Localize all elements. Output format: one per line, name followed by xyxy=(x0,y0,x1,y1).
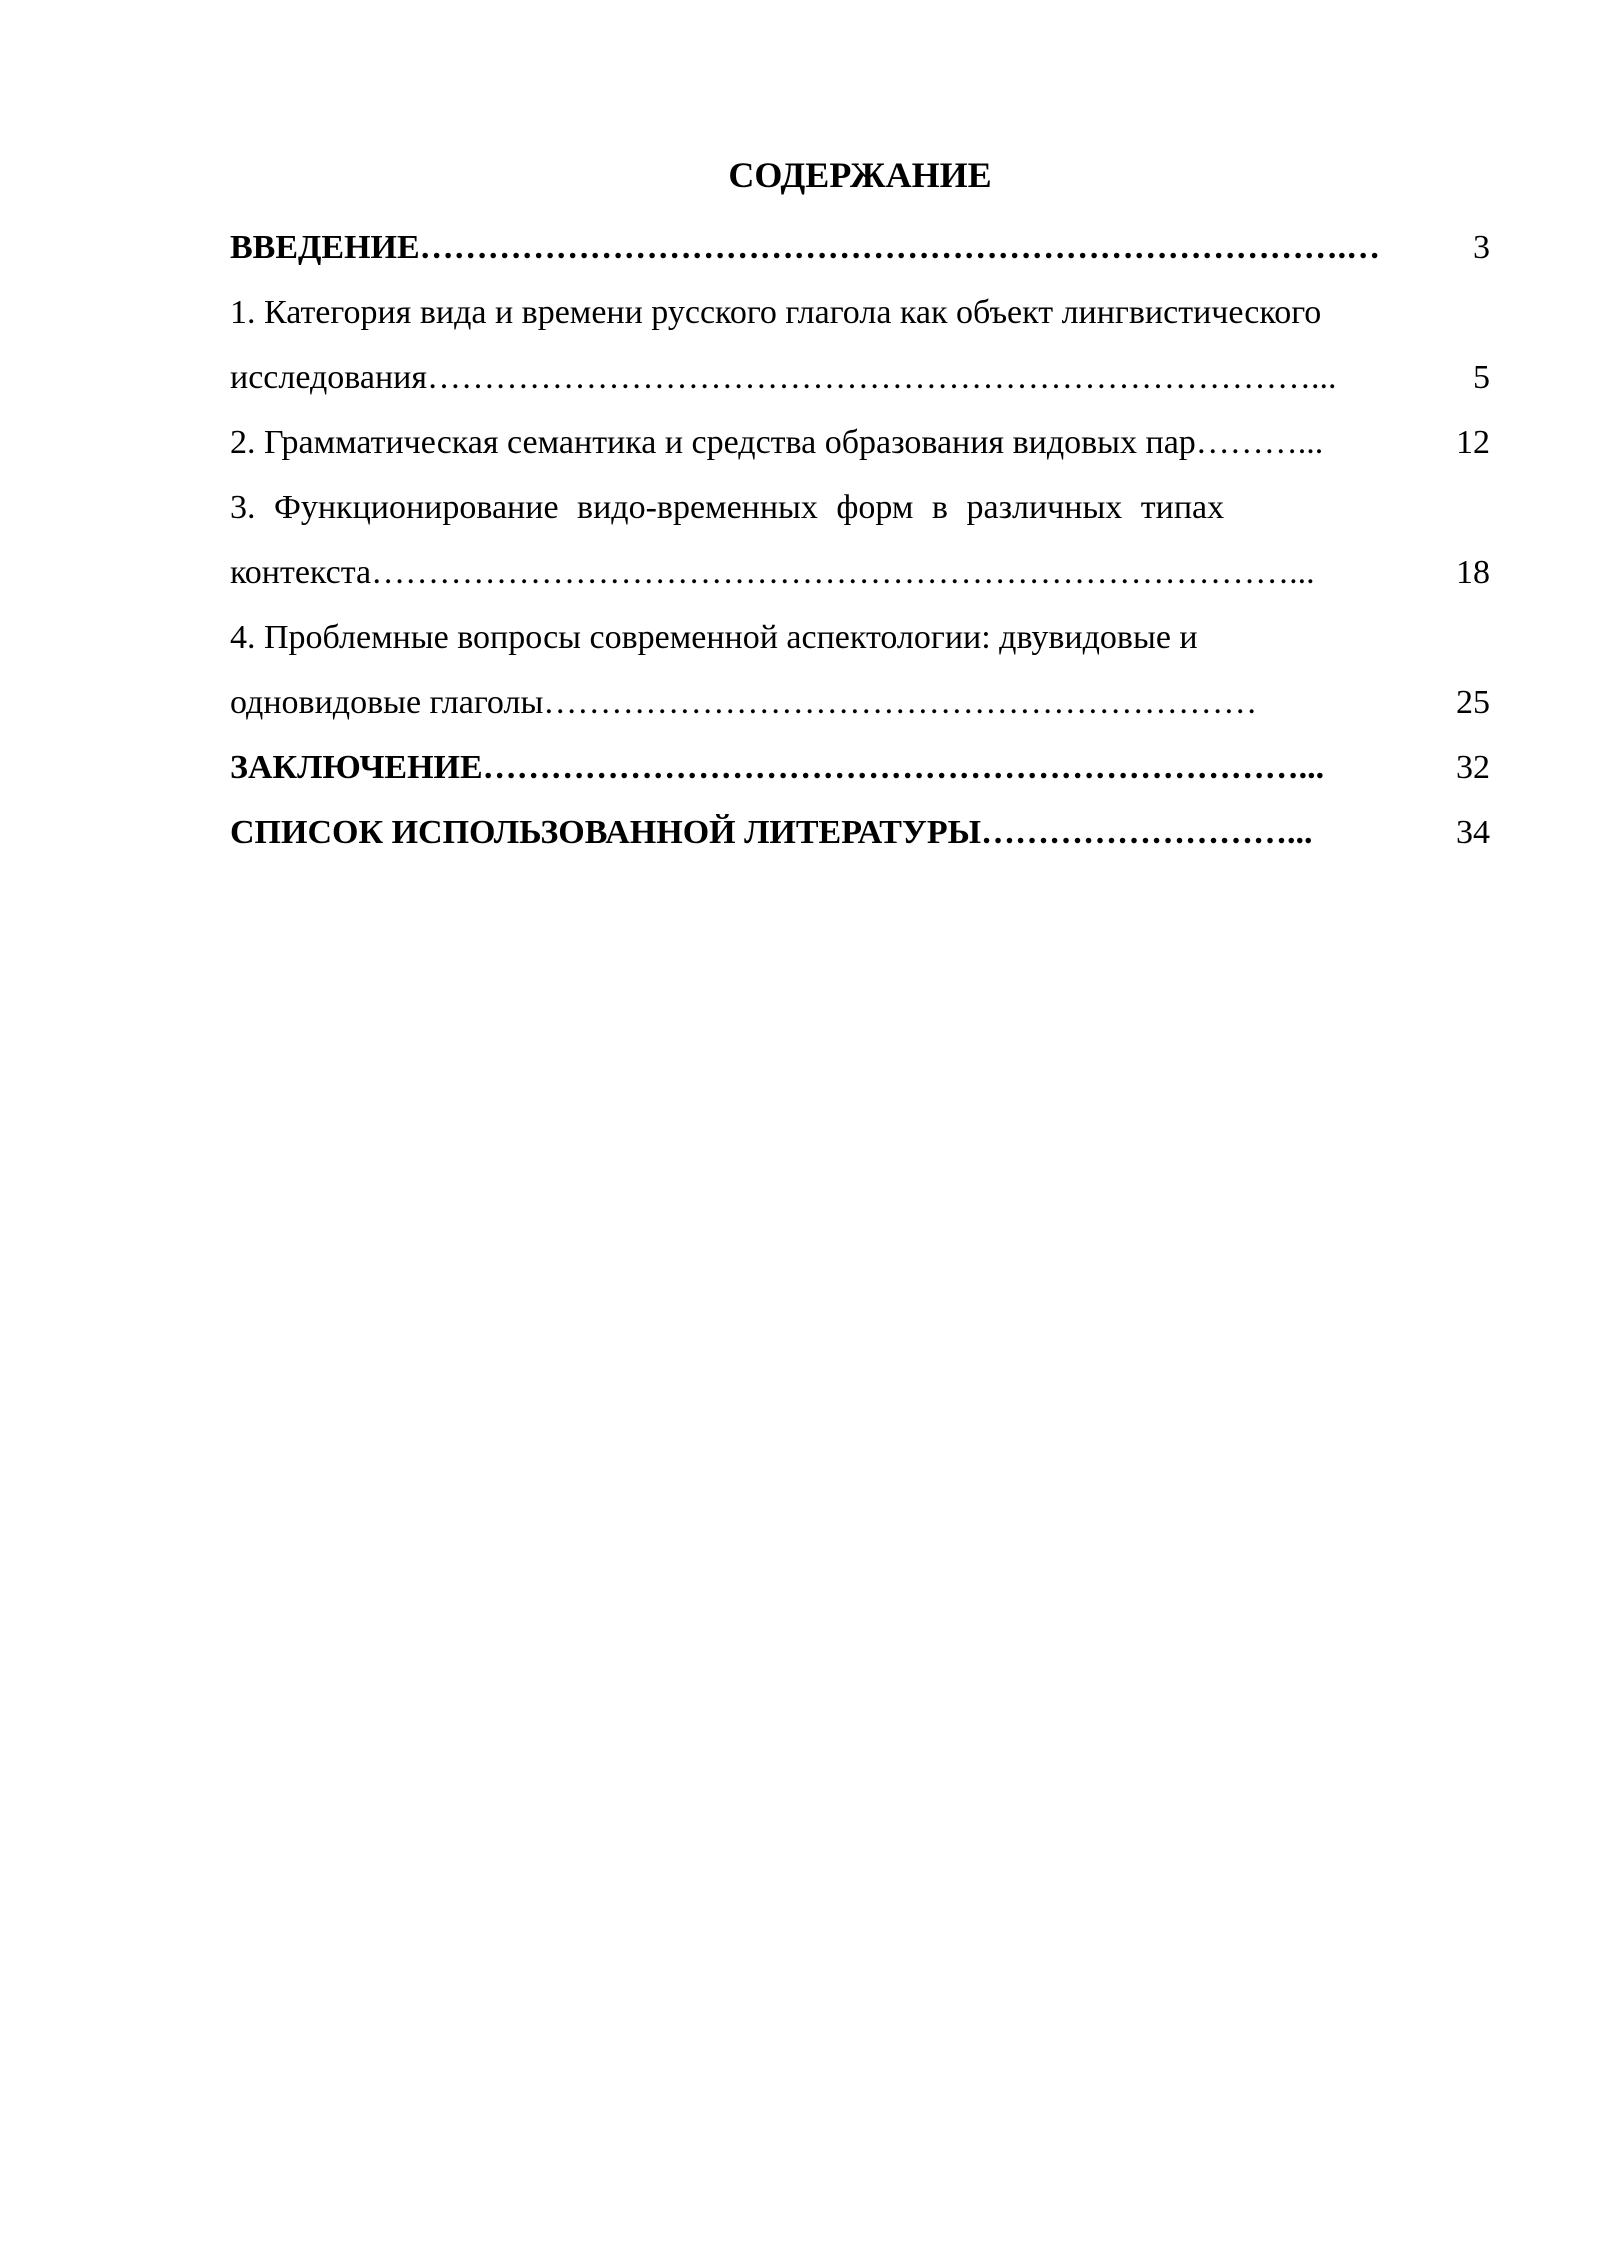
toc-entry-text: контекста………………………………………………………………………... xyxy=(230,554,1315,591)
toc-entry-text: 4. Проблемные вопросы современной аспектологии: двувидовые и xyxy=(230,619,1198,656)
toc-entry-chapter-4-line-1 xyxy=(230,605,1490,670)
toc-page-number: 12 xyxy=(1456,424,1490,461)
toc-entry-conclusion xyxy=(230,735,1490,800)
toc-entry-text: одновидовые глаголы……………………………………………………… xyxy=(230,684,1258,721)
toc-entry-chapter-3-line-1 xyxy=(230,475,1490,540)
toc-page-number: 18 xyxy=(1456,554,1490,591)
table-of-contents xyxy=(230,215,1490,865)
toc-entry-chapter-2 xyxy=(230,410,1490,475)
toc-page-number: 3 xyxy=(1473,229,1490,266)
toc-entry-text: СПИСОК ИСПОЛЬЗОВАННОЙ ЛИТЕРАТУРЫ………………………... xyxy=(230,814,1313,851)
toc-entry-text: 3. Функционирование видо-временных форм в различных типах xyxy=(230,489,1225,526)
toc-entry-bibliography xyxy=(230,800,1490,865)
toc-page-number: 34 xyxy=(1456,814,1490,851)
toc-entry-text: 2. Грамматическая семантика и средства образования видовых пар………... xyxy=(230,424,1324,461)
toc-entry-chapter-1-line-1 xyxy=(230,280,1490,345)
toc-entry-text: 1. Категория вида и времени русского глагола как объект лингвистического xyxy=(230,294,1322,331)
toc-page-number: 5 xyxy=(1473,359,1490,396)
toc-entry-chapter-3-line-2 xyxy=(230,540,1490,605)
toc-page-number: 25 xyxy=(1456,684,1490,721)
toc-entry-chapter-1-line-2 xyxy=(230,345,1490,410)
toc-entry-text: ЗАКЛЮЧЕНИЕ………………………………………………………………... xyxy=(230,749,1325,786)
toc-title: СОДЕРЖАНИЕ xyxy=(728,155,992,195)
toc-entry-introduction xyxy=(230,215,1490,280)
toc-entry-text: ВВЕДЕНИЕ……………………………………………………………………….… xyxy=(230,229,1381,266)
toc-page-number: 32 xyxy=(1456,749,1490,786)
toc-entry-text: исследования……………………………………………………………………... xyxy=(230,359,1337,396)
toc-entry-chapter-4-line-2 xyxy=(230,670,1490,735)
